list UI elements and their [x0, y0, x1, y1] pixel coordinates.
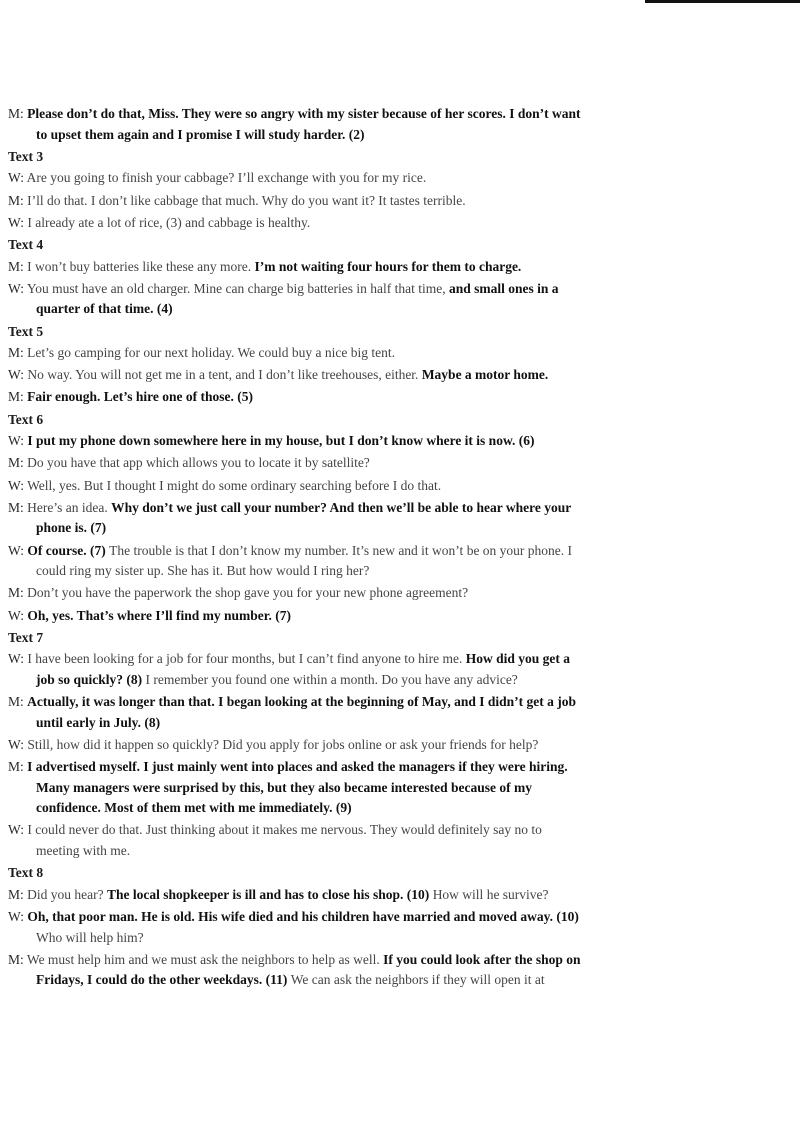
dialogue-line [8, 257, 588, 278]
speaker-label: W: [8, 607, 24, 623]
speaker-label: W: [8, 542, 24, 558]
speaker-label: W: [8, 433, 24, 449]
answer-highlight: Actually, it was longer than that. I began looking at the beginning of May, and I didn’t get a job until early in July. (8) [27, 694, 576, 730]
answer-highlight: I put my phone down somewhere here in my house, but I don’t know where it is now. (6) [27, 433, 535, 449]
dialogue-line [8, 343, 588, 364]
answer-highlight: I advertised myself. I just mainly went into places and asked the managers if they were hiring. Many managers were surprised by this, but they also became interested because of my confidence. Most of them met with me immediately. (9) [27, 759, 568, 816]
dialogue-text: We can ask the neighbors if they will open it at [290, 972, 545, 988]
dialogue-line [8, 191, 588, 212]
dialogue-line [8, 498, 588, 539]
dialogue-text: You must have an old charger. Mine can charge big batteries in half that time, [26, 280, 450, 296]
speaker-label: M: [8, 951, 24, 967]
section-heading: Text 5 [8, 323, 44, 339]
dialogue-line [8, 168, 588, 189]
dialogue-line [8, 387, 588, 408]
answer-highlight: Maybe a motor home. [421, 367, 549, 383]
speaker-label: W: [8, 477, 24, 493]
speaker-label: M: [8, 694, 24, 710]
answer-highlight: Oh, that poor man. He is old. His wife died and his children have married and moved away. (10) [27, 909, 579, 925]
speaker-label: W: [8, 736, 24, 752]
dialogue-line [8, 104, 588, 145]
dialogue-line [8, 649, 588, 690]
dialogue-line [8, 692, 588, 733]
speaker-label: W: [8, 280, 24, 296]
dialogue-text: How will he survive? [432, 886, 549, 902]
speaker-label: W: [8, 214, 24, 230]
dialogue-line [8, 606, 588, 627]
answer-highlight: The local shopkeeper is ill and has to close his shop. (10) [107, 886, 433, 902]
answer-highlight: Why don’t we just call your number? And then we’ll be able to hear where your phone is. (7) [36, 499, 571, 536]
dialogue-text: Still, how did it happen so quickly? Did you apply for jobs online or ask your friends for help? [27, 736, 539, 752]
dialogue-text: Do you have that app which allows you to locate it by satellite? [27, 455, 370, 471]
speaker-label: M: [8, 345, 24, 361]
dialogue-line [8, 213, 588, 234]
speaker-label: M: [8, 389, 24, 405]
speaker-label: M: [8, 759, 24, 775]
dialogue-text: The trouble is that I don’t know my number. It’s new and it won’t be on your phone. I could ring my sister up. She has it. But how would I ring her? [36, 542, 573, 579]
answer-highlight: Fair enough. Let’s hire one of those. (5) [27, 389, 254, 405]
dialogue-text: Well, yes. But I thought I might do some ordinary searching before I do that. [27, 477, 442, 493]
speaker-label: W: [8, 909, 24, 925]
dialogue-line [8, 541, 588, 582]
speaker-label: M: [8, 499, 24, 515]
speaker-label: M: [8, 886, 24, 902]
dialogue-text: Let’s go camping for our next holiday. We could buy a nice big tent. [27, 345, 395, 361]
dialogue-line [8, 907, 588, 948]
dialogue-line [8, 820, 588, 861]
dialogue-line [8, 757, 588, 819]
dialogue-text: We must help him and we must ask the neighbors to help as well. [26, 951, 384, 967]
answer-highlight: Please don’t do that, Miss. They were so angry with my sister because of her scores. I don’t want to upset them again and I promise I will study harder. (2) [27, 106, 581, 142]
transcript-page [8, 104, 588, 993]
dialogue-line [8, 453, 588, 474]
speaker-label: W: [8, 367, 24, 383]
dialogue-text: I won’t buy batteries like these any more. [27, 258, 255, 274]
dialogue-text: I already ate a lot of rice, (3) and cabbage is healthy. [27, 214, 311, 230]
dialogue-line [8, 365, 588, 386]
dialogue-text: Here’s an idea. [27, 499, 112, 515]
section-heading: Text 8 [8, 865, 44, 881]
answer-highlight: Of course. (7) [27, 542, 110, 558]
answer-highlight: I’m not waiting four hours for them to charge. [254, 258, 522, 274]
speaker-label: M: [8, 106, 24, 121]
dialogue-line [8, 735, 588, 756]
speaker-label: W: [8, 170, 24, 186]
dialogue-text: Did you hear? [27, 886, 107, 902]
dialogue-text: Are you going to finish your cabbage? I’ll exchange with you for my rice. [26, 170, 427, 186]
dialogue-line [8, 950, 588, 991]
answer-highlight: Oh, yes. That’s where I’ll find my number. (7) [27, 607, 292, 623]
answer-highlight: and small ones in a quarter of that time. (4) [36, 280, 559, 317]
dialogue-line [8, 476, 588, 497]
speaker-label: M: [8, 192, 24, 208]
section-heading: Text 6 [8, 411, 44, 427]
dialogue-line [8, 279, 588, 320]
section-heading: Text 4 [8, 236, 44, 252]
speaker-label: M: [8, 585, 24, 601]
dialogue-line [8, 431, 588, 452]
dialogue-text: Don’t you have the paperwork the shop gave you for your new phone agreement? [27, 585, 469, 601]
speaker-label: W: [8, 822, 24, 838]
dialogue-text: I remember you found one within a month. Do you have any advice? [145, 671, 518, 687]
scan-edge-mark [645, 0, 800, 3]
dialogue-line [8, 583, 588, 604]
dialogue-text: Who will help him? [36, 929, 144, 945]
dialogue-text: I could never do that. Just thinking about it makes me nervous. They would definitely say no to meeting with me. [27, 822, 542, 859]
dialogue-text: No way. You will not get me in a tent, and I don’t like treehouses, either. [27, 367, 422, 383]
speaker-label: W: [8, 651, 24, 667]
speaker-label: M: [8, 258, 24, 274]
section-heading: Text 7 [8, 629, 44, 645]
dialogue-line [8, 885, 588, 906]
answer-highlight: If you could look after the shop on Fridays, I could do the other weekdays. (11) [36, 951, 581, 988]
speaker-label: M: [8, 455, 24, 471]
dialogue-text: I have been looking for a job for four months, but I can’t find anyone to hire me. [27, 651, 466, 667]
answer-highlight: How did you get a job so quickly? (8) [36, 651, 571, 687]
dialogue-text: I’ll do that. I don’t like cabbage that much. Why do you want it? It tastes terrible. [27, 192, 466, 208]
section-heading: Text 3 [8, 148, 44, 164]
